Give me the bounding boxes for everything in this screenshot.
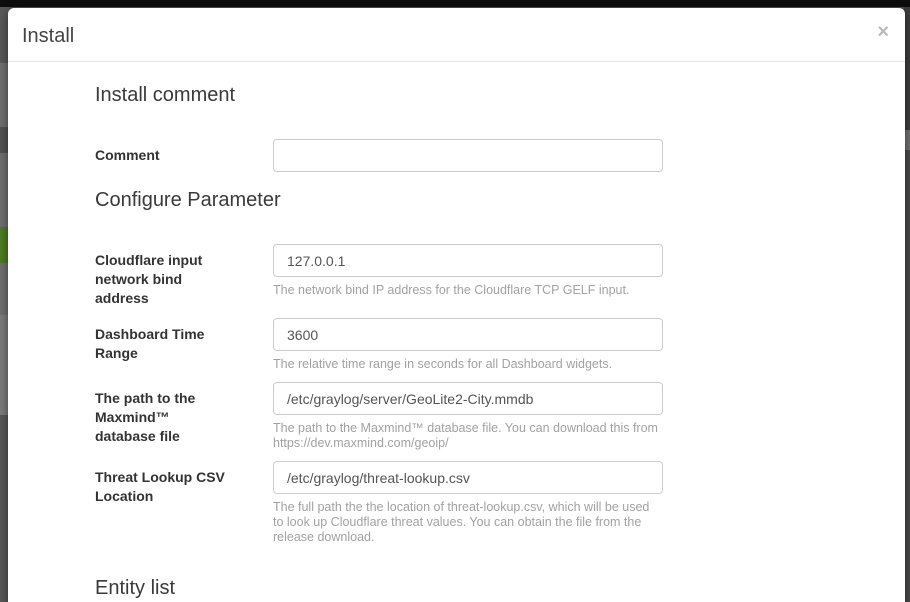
dimmed-navbar-fragment bbox=[0, 0, 910, 7]
parameter-label: Dashboard Time Range bbox=[95, 326, 205, 361]
parameter-label: Cloudflare input network bind address bbox=[95, 252, 203, 306]
parameter-row-dashboard-time-range bbox=[95, 318, 885, 372]
comment-field-row bbox=[95, 139, 885, 172]
parameter-help: The relative time range in seconds for all Dashboard widgets. bbox=[273, 357, 613, 371]
modal-body bbox=[8, 82, 905, 602]
parameter-help: The network bind IP address for the Cloudflare TCP GELF input. bbox=[273, 283, 630, 297]
parameter-help: The path to the Maxmind™ database file. You can download this from https://dev.maxmind.com/geoip/ bbox=[273, 421, 658, 450]
close-icon[interactable]: × bbox=[877, 21, 889, 43]
parameter-label: Threat Lookup CSV Location bbox=[95, 469, 225, 504]
dashboard-time-range-input[interactable] bbox=[273, 318, 663, 351]
maxmind-path-input[interactable] bbox=[273, 382, 663, 415]
install-modal bbox=[8, 8, 905, 602]
parameter-label: The path to the Maxmind™ database file bbox=[95, 390, 196, 444]
comment-input[interactable] bbox=[273, 139, 663, 172]
section-heading-entity-list: Entity list bbox=[95, 577, 176, 599]
comment-label: Comment bbox=[95, 147, 160, 163]
threat-lookup-csv-input[interactable] bbox=[273, 461, 663, 494]
parameter-row-bind-address bbox=[95, 244, 885, 308]
parameter-row-threat-lookup-csv bbox=[95, 461, 885, 545]
parameter-row-maxmind-path bbox=[95, 382, 885, 451]
section-heading-install-comment: Install comment bbox=[95, 84, 236, 106]
modal-header bbox=[8, 8, 905, 62]
parameter-list bbox=[95, 244, 885, 545]
modal-title: Install bbox=[22, 25, 75, 47]
parameter-help: The full path the the location of threat-lookup.csv, which will be used to look up Cloudflare threat values. You can obtain the file from the release download. bbox=[273, 500, 650, 544]
bind-address-input[interactable] bbox=[273, 244, 663, 277]
section-heading-configure-parameter: Configure Parameter bbox=[95, 189, 281, 211]
